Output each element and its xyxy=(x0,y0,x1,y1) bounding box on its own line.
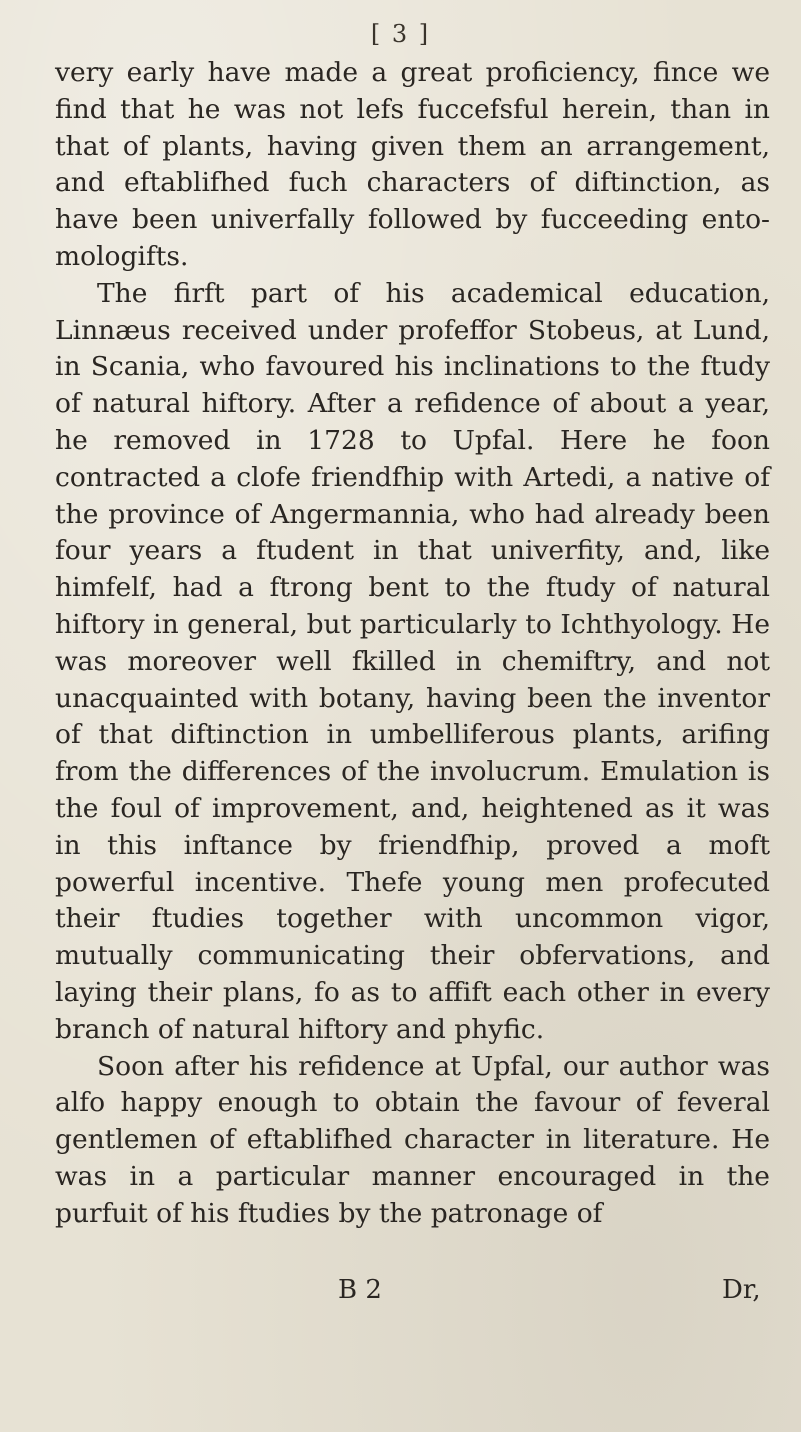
paragraph-1: very early have made a great proficiency, fince we find that he was not lefs fuccefsful herein, than in that of plants, having given them an arrangement, and eftablifhed fuch characters of diftinction, as have been univerfally followed by fucceeding ento-mologifts. xyxy=(55,57,770,272)
catchword: Dr, xyxy=(722,1275,761,1305)
page-footer xyxy=(0,1275,801,1311)
signature-mark: B 2 xyxy=(338,1275,382,1305)
paragraph-2: The firft part of his academical education, Linnæus received under profeffor Stobeus, at Lund, in Scania, who favoured his inclinations to the ftudy of natural hiftory. After a refidence of about a year, he removed in 1728 to Upfal. Here he foon contracted a clofe friendfhip with Artedi, a native of the province of Angermannia, who had already been four years a ftudent in that univerfity, and, like himfelf, had a ftrong bent to the ftudy of natural hiftory in general, but particularly to Ichthyology. He was moreover well fkilled in chemiftry, and not unacquainted with botany, having been the inventor of that diftinction in umbelliferous plants, arifing from the differences of the involucrum. Emulation is the foul of improvement, and, heightened as it was in this inftance by friendfhip, proved a moft powerful incentive. Thefe young men profecuted their ftudies together with uncommon vigor, mutually communicating their obfervations, and laying their plans, fo as to affift each other in every branch of natural hiftory and phyfic. xyxy=(55,277,770,1045)
paragraph-3: Soon after his refidence at Upfal, our author was alfo happy enough to obtain the favour of feveral gentlemen of eftablifhed character in literature. He was in a particular manner encouraged in the purfuit of his ftudies by the patronage of xyxy=(55,1050,770,1229)
page-number: [ 3 ] xyxy=(370,20,431,48)
body-text xyxy=(55,55,770,1233)
